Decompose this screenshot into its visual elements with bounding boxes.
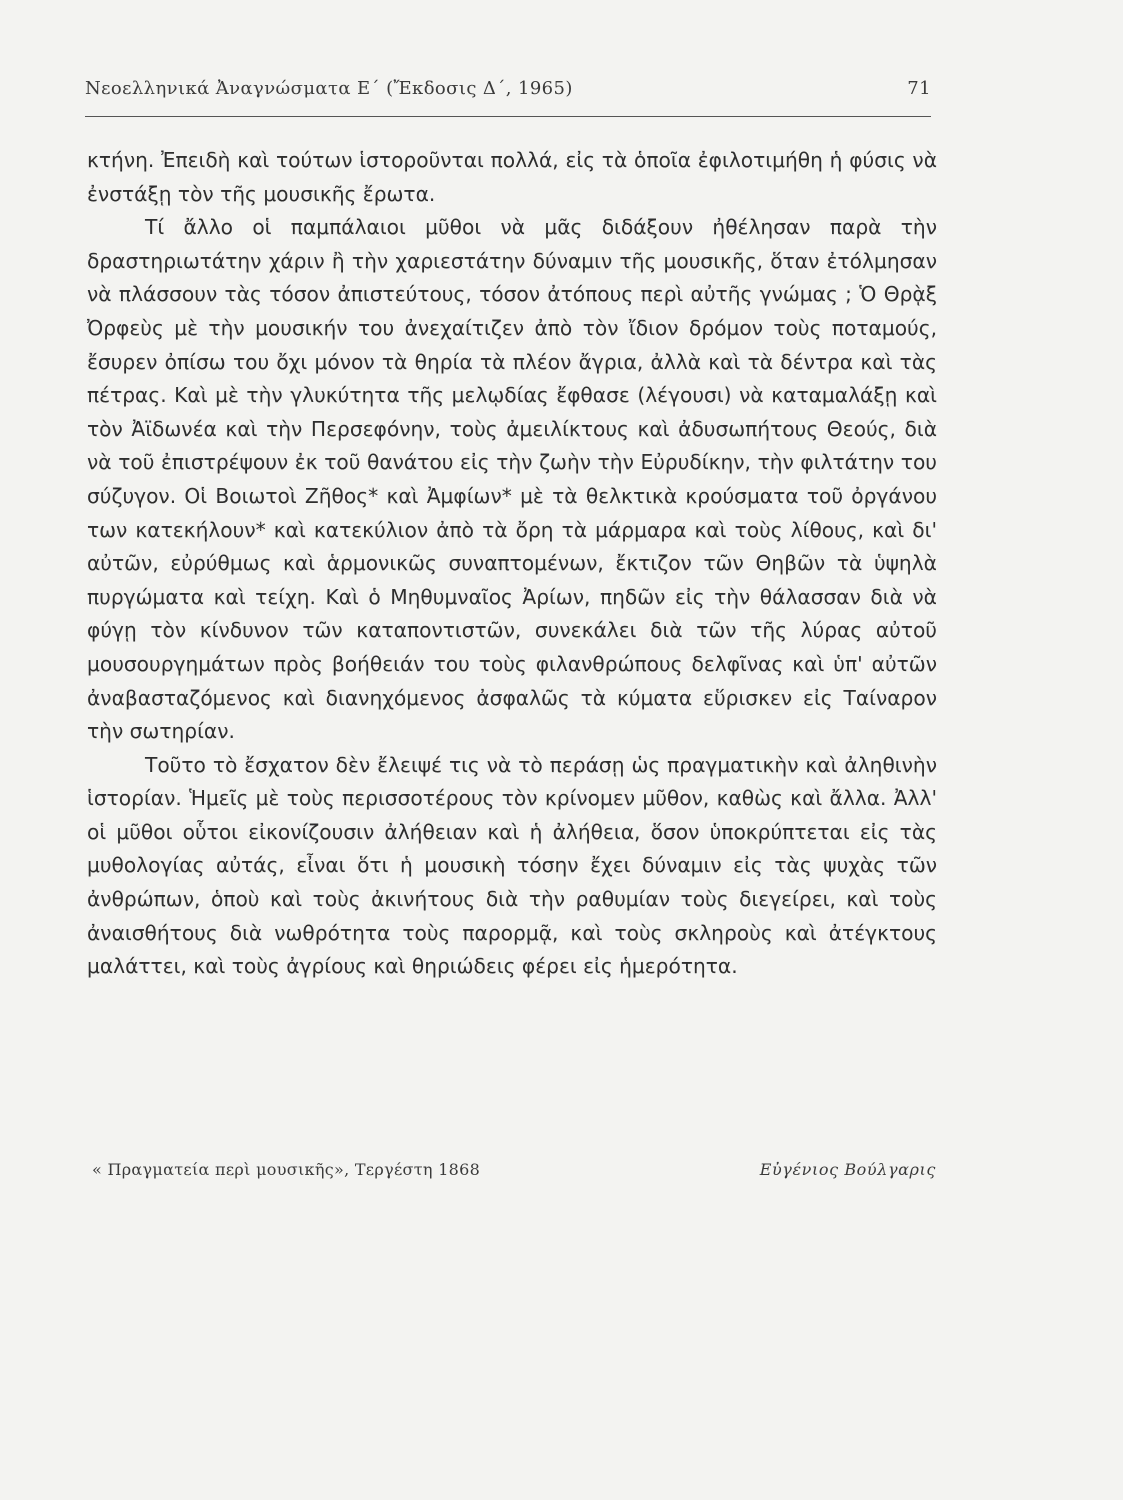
paragraph-2: Τί ἄλλο οἱ παμπάλαιοι μῦθοι νὰ μᾶς διδάξουν ἠθέλησαν παρὰ τὴν δραστηριωτάτην χάριν ἢ τὴν χαριεστάτην δύναμιν τῆς μουσικῆς, ὅταν ἐτόλμησαν νὰ πλάσσουν τὰς τόσον ἀπιστεύτους, τόσον ἀτόπους περὶ αὐτῆς γνώμας ; Ὁ Θρᾲξ Ὀρφεὺς μὲ τὴν μουσικήν του ἀνεχαίτιζεν ἀπὸ τὸν ἴδιον δρόμον τοὺς ποταμούς, ἔσυρεν ὀπίσω του ὄχι μόνον τὰ θηρία τὰ πλέον ἄγρια, ἀλλὰ καὶ τὰ δέντρα καὶ τὰς πέτρας. Καὶ μὲ τὴν γλυκύτητα τῆς μελῳδίας ἔφθασε (λέγουσι) νὰ καταμαλάξῃ καὶ τὸν Ἀϊδωνέα καὶ τὴν Περσεφόνην, τοὺς ἀμειλίκτους καὶ ἀδυσωπήτους Θεούς, διὰ νὰ τοῦ ἐπιστρέψουν ἐκ τοῦ θανάτου εἰς τὴν ζωὴν τὴν Εὐρυδίκην, τὴν φιλτάτην του σύζυγον. Οἱ Βοιωτοὶ Ζῆθος* καὶ Ἀμφίων* μὲ τὰ θελκτικὰ κρούσματα τοῦ ὀργάνου των κατεκήλουν* καὶ κατεκύλιον ἀπὸ τὰ ὄρη τὰ μάρμαρα καὶ τοὺς λίθους, καὶ δι' αὐτῶν, εὐρύθμως καὶ ἁρμονικῶς συναπτομένων, ἔκτιζον τῶν Θηβῶν τὰ ὑψηλὰ πυργώματα καὶ τείχη. Καὶ ὁ Μηθυμναῖος Ἀρίων, πηδῶν εἰς τὴν θάλασσαν διὰ νὰ φύγῃ τὸν κίνδυνον τῶν καταποντιστῶν, συνεκάλει διὰ τῶν τῆς λύρας αὐτοῦ μουσουργημάτων πρὸς βοήθειάν του τοὺς φιλανθρώπους δελφῖνας καὶ ὑπ' αὐτῶν ἀναβασταζόμενος καὶ διανηχόμενος ἀσφαλῶς τὰ κύματα εὕρισκεν εἰς Ταίναρον τὴν σωτηρίαν. [87, 215, 937, 744]
paragraph-3: Τοῦτο τὸ ἔσχατον δὲν ἔλειψέ τις νὰ τὸ περάσῃ ὡς πραγματικὴν καὶ ἀληθινὴν ἱστορίαν. Ἡμεῖς μὲ τοὺς περισσοτέρους τὸν κρίνομεν μῦθον, καθὼς καὶ ἄλλα. Ἀλλ' οἱ μῦθοι οὗτοι εἰκονίζουσιν ἀλήθειαν καὶ ἡ ἀλήθεια, ὅσον ὑποκρύπτεται εἰς τὰς μυθολογίας αὐτάς, εἶναι ὅτι ἡ μουσικὴ τόσην ἔχει δύναμιν εἰς τὰς ψυχὰς τῶν ἀνθρώπων, ὁποὺ καὶ τοὺς ἀκινήτους διὰ τὴν ραθυμίαν τοὺς διεγείρει, καὶ τοὺς ἀναισθήτους διὰ νωθρότητα τοὺς παρορμᾷ, καὶ τοὺς σκληροὺς καὶ ἀτέγκτους μαλάττει, καὶ τοὺς ἀγρίους καὶ θηριώδεις φέρει εἰς ἡμερότητα. [87, 752, 937, 979]
paragraph-1: κτήνη. Ἐπειδὴ καὶ τούτων ἱστοροῦνται πολλά, εἰς τὰ ὁποῖα ἐφιλοτιμήθη ἡ φύσις νὰ ἐνστάξῃ τὸν τῆς μουσικῆς ἔρωτα. [87, 148, 937, 206]
running-title: Νεοελληνικά Ἀναγνώσματα Ε΄ (Ἔκδοσις Δ΄, 1965) [85, 78, 573, 99]
main-text [87, 144, 937, 984]
author-name: Εὐγένιος Βούλγαρις [759, 1160, 936, 1179]
page-header [85, 78, 931, 108]
source-citation: « Πραγματεία περὶ μουσικῆς», Τεργέστη 1868 [92, 1160, 481, 1179]
page-number: 71 [907, 78, 931, 99]
header-rule [85, 116, 931, 117]
